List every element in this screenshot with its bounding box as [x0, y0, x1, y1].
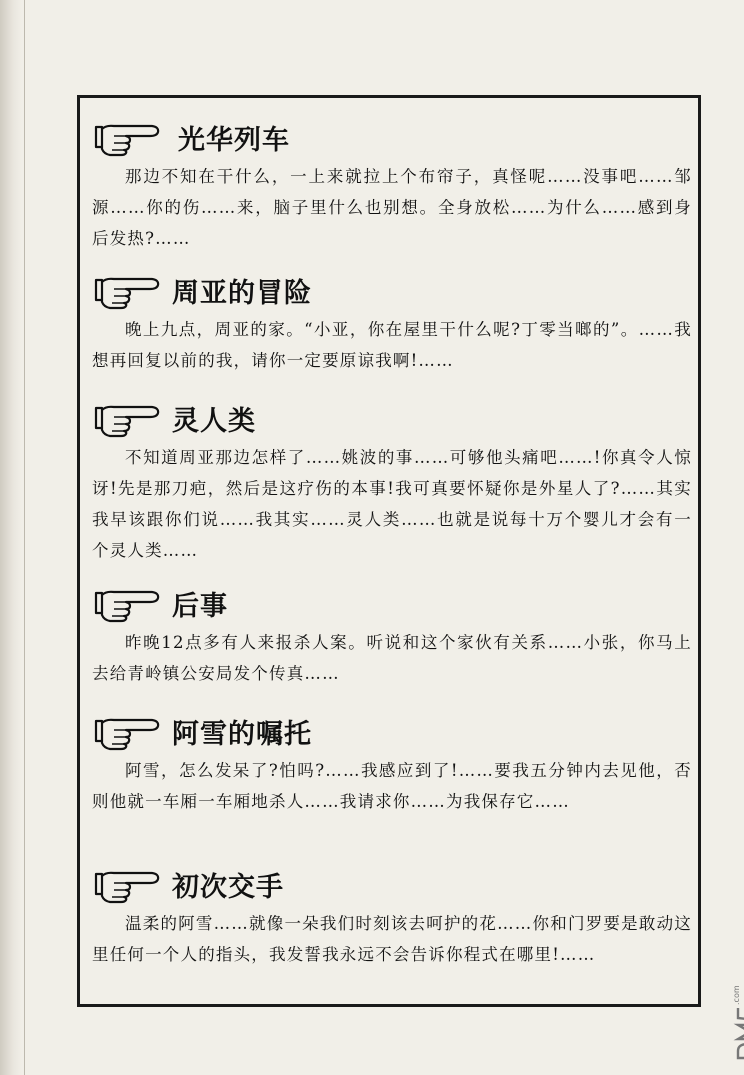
section-heading [82, 709, 696, 753]
section-title: 灵人类 [172, 405, 256, 437]
section-text: 晚上九点，周亚的家。“小亚，你在屋里干什么呢?丁零当啷的”。……我想再回复以前的我，请你一定要原谅我啊!…… [92, 320, 692, 370]
section-text: 不知道周亚那边怎样了……姚波的事……可够他头痛吧……!你真令人惊讶!先是那刀疤，然后是这疗伤的本事!我可真要怀疑你是外星人了?……其实我早该跟你们说……我其实……灵人类……也就是说每十万个婴儿才会有一个灵人类…… [92, 448, 692, 560]
book-spine-shadow [0, 0, 22, 1075]
section-heading [82, 268, 696, 312]
section-heading [82, 862, 696, 906]
section-spirit-humans [82, 396, 696, 566]
section-text: 阿雪，怎么发呆了?怕吗?……我感应到了!……要我五分钟内去见他，否则他就一车厢一车厢地杀人……我请求你……为我保存它…… [92, 761, 692, 811]
pointing-hand-icon [92, 270, 164, 310]
section-zhouya-adventure [82, 268, 696, 376]
section-heading [82, 115, 696, 159]
section-aftermath [82, 581, 696, 689]
section-text: 那边不知在干什么，一上来就拉上个布帘子，真怪呢……没事吧……邹源……你的伤……来，脑子里什么也别想。全身放松……为什么……感到身后发热?…… [92, 167, 692, 248]
section-text: 温柔的阿雪……就像一朵我们时刻该去呵护的花……你和门罗要是敢动这里任何一个人的指头，我发誓我永远不会告诉你程式在哪里!…… [92, 914, 692, 964]
section-title: 初次交手 [172, 871, 284, 903]
svg-text:.com: .com [732, 985, 741, 1005]
section-title: 周亚的冒险 [172, 277, 312, 309]
dm5-watermark-logo [706, 955, 744, 1065]
page-edge-line [24, 0, 25, 1075]
section-guanghua-train [82, 115, 696, 254]
pointing-hand-icon [92, 398, 164, 438]
section-first-encounter [82, 862, 696, 970]
section-axue-entrustment [82, 709, 696, 817]
pointing-hand-icon [92, 117, 164, 157]
section-heading [82, 396, 696, 440]
pointing-hand-icon [92, 711, 164, 751]
section-title: 阿雪的嘱托 [172, 718, 312, 750]
section-title: 后事 [172, 590, 228, 622]
section-title: 光华列车 [178, 124, 290, 156]
pointing-hand-icon [92, 864, 164, 904]
pointing-hand-icon [92, 583, 164, 623]
section-text: 昨晚12点多有人来报杀人案。听说和这个家伙有关系……小张，你马上去给青岭镇公安局发个传真…… [92, 633, 692, 683]
section-heading [82, 581, 696, 625]
